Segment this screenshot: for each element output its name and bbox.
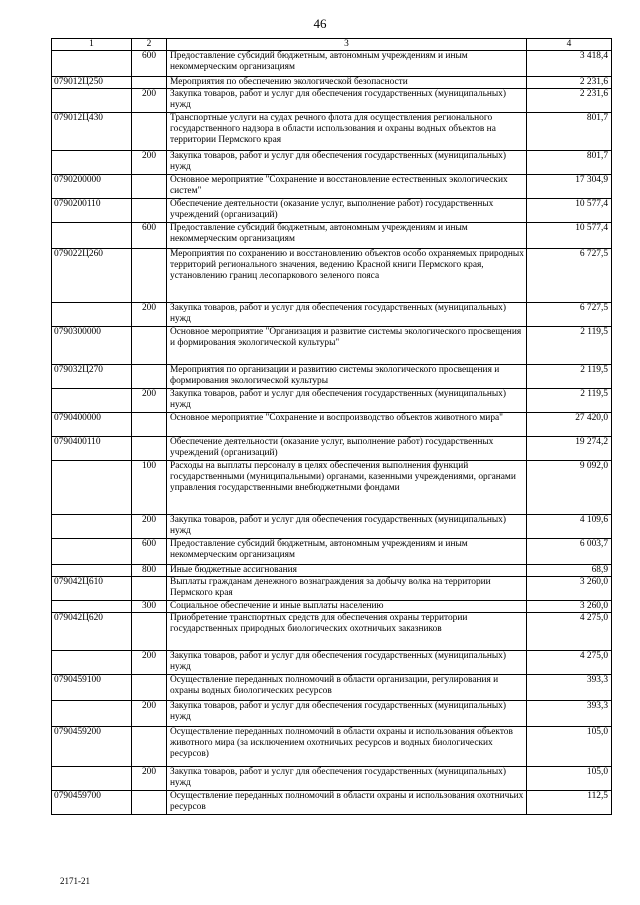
table-row	[52, 565, 612, 577]
amount: 105,0	[527, 767, 612, 791]
classification-code	[52, 651, 132, 675]
column-header: 2	[132, 39, 167, 51]
classification-code: 079012Ц430	[52, 113, 132, 151]
amount: 112,5	[527, 791, 612, 815]
expense-type	[132, 613, 167, 651]
expense-type	[132, 675, 167, 701]
amount: 4 275,0	[527, 651, 612, 675]
classification-code	[52, 565, 132, 577]
item-name: Закупка товаров, работ и услуг для обеспечения государственных (муниципальных) нужд	[167, 701, 527, 727]
item-name: Осуществление переданных полномочий в области охраны и использования охотничьих ресурсов	[167, 791, 527, 815]
expense-type: 200	[132, 651, 167, 675]
amount: 801,7	[527, 113, 612, 151]
item-name: Осуществление переданных полномочий в области организации, регулирования и охраны водных биологических ресурсов	[167, 675, 527, 701]
table-row	[52, 539, 612, 565]
amount: 2 119,5	[527, 389, 612, 413]
amount: 6 727,5	[527, 303, 612, 327]
column-header: 3	[167, 39, 527, 51]
column-header: 1	[52, 39, 132, 51]
table-row	[52, 651, 612, 675]
item-name: Приобретение транспортных средств для обеспечения охраны территории государственных природных биологических охотничьих заказников	[167, 613, 527, 651]
amount: 3 260,0	[527, 601, 612, 613]
classification-code: 079022Ц260	[52, 249, 132, 303]
item-name: Осуществление переданных полномочий в области охраны и использования объектов животного мира (за исключением охотничьих ресурсов и водных биологических ресурсов)	[167, 727, 527, 767]
table-header-row	[52, 39, 612, 51]
amount: 17 304,9	[527, 175, 612, 199]
item-name: Закупка товаров, работ и услуг для обеспечения государственных (муниципальных) нужд	[167, 515, 527, 539]
table-row	[52, 791, 612, 815]
amount: 27 420,0	[527, 413, 612, 437]
amount: 2 231,6	[527, 89, 612, 113]
item-name: Предоставление субсидий бюджетным, автономным учреждениям и иным некоммерческим организациям	[167, 539, 527, 565]
classification-code	[52, 601, 132, 613]
item-name: Закупка товаров, работ и услуг для обеспечения государственных (муниципальных) нужд	[167, 303, 527, 327]
expense-type	[132, 199, 167, 223]
budget-table	[51, 38, 612, 815]
item-name: Предоставление субсидий бюджетным, автономным учреждениям и иным некоммерческим организациям	[167, 51, 527, 77]
expense-type	[132, 113, 167, 151]
item-name: Социальное обеспечение и иные выплаты населению	[167, 601, 527, 613]
expense-type: 200	[132, 89, 167, 113]
table-row	[52, 601, 612, 613]
classification-code: 079042Ц610	[52, 577, 132, 601]
item-name: Предоставление субсидий бюджетным, автономным учреждениям и иным некоммерческим организациям	[167, 223, 527, 249]
amount: 393,3	[527, 701, 612, 727]
classification-code: 079032Ц270	[52, 365, 132, 389]
expense-type: 200	[132, 303, 167, 327]
classification-code: 0790200000	[52, 175, 132, 199]
amount: 2 231,6	[527, 77, 612, 89]
expense-type: 100	[132, 461, 167, 515]
table-row	[52, 327, 612, 365]
classification-code	[52, 461, 132, 515]
item-name: Основное мероприятие "Сохранение и восстановление естественных экологических систем"	[167, 175, 527, 199]
item-name: Закупка товаров, работ и услуг для обеспечения государственных (муниципальных) нужд	[167, 151, 527, 175]
amount: 6 727,5	[527, 249, 612, 303]
expense-type	[132, 365, 167, 389]
table-row	[52, 199, 612, 223]
expense-type	[132, 249, 167, 303]
expense-type	[132, 577, 167, 601]
expense-type: 600	[132, 539, 167, 565]
table-row	[52, 413, 612, 437]
classification-code: 0790200110	[52, 199, 132, 223]
table-row	[52, 249, 612, 303]
amount: 393,3	[527, 675, 612, 701]
table-row	[52, 613, 612, 651]
item-name: Транспортные услуги на судах речного флота для осуществления регионального государственного надзора в области использования и охраны водных объектов на территории Пермского края	[167, 113, 527, 151]
item-name: Обеспечение деятельности (оказание услуг, выполнение работ) государственных учреждений (организаций)	[167, 437, 527, 461]
expense-type: 200	[132, 389, 167, 413]
amount: 4 275,0	[527, 613, 612, 651]
classification-code	[52, 303, 132, 327]
table-row	[52, 389, 612, 413]
expense-type: 800	[132, 565, 167, 577]
amount: 2 119,5	[527, 365, 612, 389]
classification-code	[52, 767, 132, 791]
expense-type	[132, 77, 167, 89]
classification-code	[52, 515, 132, 539]
amount: 2 119,5	[527, 327, 612, 365]
table-row	[52, 151, 612, 175]
table-row	[52, 767, 612, 791]
table-row	[52, 515, 612, 539]
item-name: Мероприятия по обеспечению экологической безопасности	[167, 77, 527, 89]
classification-code: 0790400000	[52, 413, 132, 437]
table-row	[52, 701, 612, 727]
table-row	[52, 437, 612, 461]
item-name: Закупка товаров, работ и услуг для обеспечения государственных (муниципальных) нужд	[167, 767, 527, 791]
expense-type: 200	[132, 701, 167, 727]
item-name: Мероприятия по организации и развитию системы экологического просвещения и формирования экологической культуры	[167, 365, 527, 389]
classification-code	[52, 389, 132, 413]
column-header: 4	[527, 39, 612, 51]
table-row	[52, 461, 612, 515]
classification-code: 079042Ц620	[52, 613, 132, 651]
amount: 68,9	[527, 565, 612, 577]
expense-type: 200	[132, 151, 167, 175]
table-row	[52, 223, 612, 249]
item-name: Выплаты гражданам денежного вознаграждения за добычу волка на территории Пермского края	[167, 577, 527, 601]
classification-code: 0790459100	[52, 675, 132, 701]
item-name: Мероприятия по сохранению и восстановлению объектов особо охраняемых природных территорий регионального значения, ведению Красной книги Пермского края, установлению границ лесопаркового зеленого пояса	[167, 249, 527, 303]
amount: 10 577,4	[527, 199, 612, 223]
table-row	[52, 675, 612, 701]
expense-type: 600	[132, 51, 167, 77]
expense-type: 200	[132, 515, 167, 539]
classification-code	[52, 223, 132, 249]
table-body	[52, 51, 612, 815]
amount: 3 418,4	[527, 51, 612, 77]
classification-code: 0790459200	[52, 727, 132, 767]
expense-type	[132, 327, 167, 365]
item-name: Расходы на выплаты персоналу в целях обеспечения выполнения функций государственными (муниципальными) органами, казенными учреждениями, органами управления государственными внебюджетными фондами	[167, 461, 527, 515]
expense-type	[132, 791, 167, 815]
classification-code: 0790400110	[52, 437, 132, 461]
amount: 4 109,6	[527, 515, 612, 539]
amount: 10 577,4	[527, 223, 612, 249]
amount: 6 003,7	[527, 539, 612, 565]
table-row	[52, 175, 612, 199]
classification-code	[52, 51, 132, 77]
expense-type	[132, 413, 167, 437]
classification-code	[52, 151, 132, 175]
table-row	[52, 77, 612, 89]
expense-type	[132, 175, 167, 199]
expense-type	[132, 437, 167, 461]
table-row	[52, 577, 612, 601]
table-row	[52, 365, 612, 389]
classification-code: 079012Ц250	[52, 77, 132, 89]
classification-code	[52, 89, 132, 113]
item-name: Основное мероприятие "Сохранение и воспроизводство объектов животного мира"	[167, 413, 527, 437]
item-name: Иные бюджетные ассигнования	[167, 565, 527, 577]
item-name: Закупка товаров, работ и услуг для обеспечения государственных (муниципальных) нужд	[167, 389, 527, 413]
table-row	[52, 113, 612, 151]
expense-type	[132, 727, 167, 767]
amount: 9 092,0	[527, 461, 612, 515]
table-row	[52, 303, 612, 327]
amount: 105,0	[527, 727, 612, 767]
classification-code	[52, 701, 132, 727]
table-row	[52, 89, 612, 113]
amount: 3 260,0	[527, 577, 612, 601]
item-name: Закупка товаров, работ и услуг для обеспечения государственных (муниципальных) нужд	[167, 89, 527, 113]
table-row	[52, 51, 612, 77]
classification-code: 0790300000	[52, 327, 132, 365]
item-name: Закупка товаров, работ и услуг для обеспечения государственных (муниципальных) нужд	[167, 651, 527, 675]
item-name: Основное мероприятие "Организация и развитие системы экологического просвещения и формирования экологической культуры"	[167, 327, 527, 365]
classification-code	[52, 539, 132, 565]
item-name: Обеспечение деятельности (оказание услуг, выполнение работ) государственных учреждений (организаций)	[167, 199, 527, 223]
document-code: 2171-21	[60, 876, 90, 886]
amount: 19 274,2	[527, 437, 612, 461]
table-row	[52, 727, 612, 767]
expense-type: 200	[132, 767, 167, 791]
expense-type: 300	[132, 601, 167, 613]
page-number: 46	[313, 16, 327, 31]
expense-type: 600	[132, 223, 167, 249]
amount: 801,7	[527, 151, 612, 175]
classification-code: 0790459700	[52, 791, 132, 815]
